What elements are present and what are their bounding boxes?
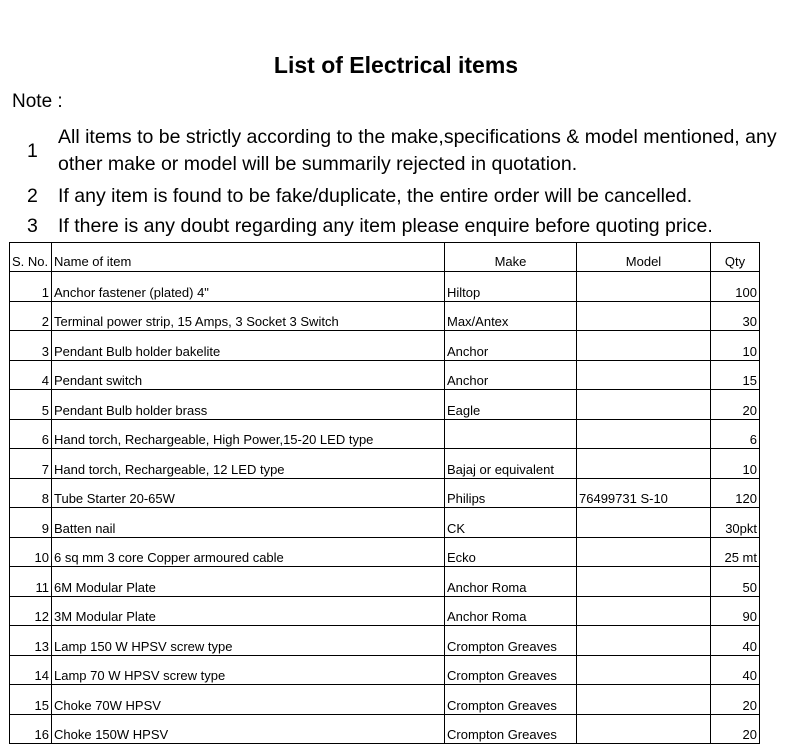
- cell-sno: 11: [10, 567, 52, 597]
- cell-sno: 7: [10, 449, 52, 479]
- cell-sno: 13: [10, 626, 52, 656]
- cell-make: Crompton Greaves: [445, 685, 577, 715]
- cell-qty: 120: [711, 478, 760, 508]
- cell-qty: 40: [711, 626, 760, 656]
- cell-sno: 6: [10, 419, 52, 449]
- note-text: If any item is found to be fake/duplicate, the entire order will be cancelled.: [58, 185, 693, 207]
- note-text: If there is any doubt regarding any item please enquire before quoting price.: [58, 215, 713, 237]
- table-row: [10, 508, 760, 538]
- cell-model: [577, 655, 711, 685]
- table-row: [10, 272, 760, 302]
- cell-sno: 15: [10, 685, 52, 715]
- table-row: [10, 390, 760, 420]
- cell-model: [577, 626, 711, 656]
- cell-name: Pendant Bulb holder brass: [52, 390, 445, 420]
- header-model: Model: [577, 243, 711, 272]
- cell-qty: 25 mt: [711, 537, 760, 567]
- cell-name: Lamp 150 W HPSV screw type: [52, 626, 445, 656]
- cell-model: [577, 508, 711, 538]
- cell-sno: 14: [10, 655, 52, 685]
- cell-name: Anchor fastener (plated) 4": [52, 272, 445, 302]
- cell-name: Tube Starter 20-65W: [52, 478, 445, 508]
- cell-qty: 50: [711, 567, 760, 597]
- cell-qty: 20: [711, 685, 760, 715]
- table-row: [10, 331, 760, 361]
- cell-model: [577, 567, 711, 597]
- cell-name: Choke 70W HPSV: [52, 685, 445, 715]
- cell-model: [577, 449, 711, 479]
- table-row: [10, 655, 760, 685]
- table-row: [10, 626, 760, 656]
- cell-qty: 10: [711, 449, 760, 479]
- cell-name: Pendant Bulb holder bakelite: [52, 331, 445, 361]
- cell-model: [577, 301, 711, 331]
- table-row: [10, 478, 760, 508]
- table-row: [10, 567, 760, 597]
- cell-sno: 12: [10, 596, 52, 626]
- cell-name: Pendant switch: [52, 360, 445, 390]
- note-label: Note :: [12, 91, 63, 112]
- cell-make: Hiltop: [445, 272, 577, 302]
- cell-qty: 30: [711, 301, 760, 331]
- cell-make: Anchor Roma: [445, 596, 577, 626]
- cell-make: Crompton Greaves: [445, 714, 577, 744]
- table-row: [10, 714, 760, 744]
- cell-make: Anchor: [445, 331, 577, 361]
- cell-name: Hand torch, Rechargeable, High Power,15-20 LED type: [52, 419, 445, 449]
- cell-name: 3M Modular Plate: [52, 596, 445, 626]
- cell-qty: 40: [711, 655, 760, 685]
- cell-model: [577, 596, 711, 626]
- header-make: Make: [445, 243, 577, 272]
- cell-model: [577, 390, 711, 420]
- cell-model: [577, 714, 711, 744]
- cell-make: Ecko: [445, 537, 577, 567]
- cell-make: Crompton Greaves: [445, 626, 577, 656]
- document-title: List of Electrical items: [273, 52, 519, 78]
- cell-sno: 4: [10, 360, 52, 390]
- cell-name: Choke 150W HPSV: [52, 714, 445, 744]
- note-number: 1: [27, 140, 38, 162]
- cell-sno: 2: [10, 301, 52, 331]
- cell-make: Anchor Roma: [445, 567, 577, 597]
- table-header-row: [10, 243, 760, 272]
- cell-sno: 8: [10, 478, 52, 508]
- cell-qty: 90: [711, 596, 760, 626]
- cell-model: [577, 419, 711, 449]
- cell-qty: 30pkt: [711, 508, 760, 538]
- cell-qty: 10: [711, 331, 760, 361]
- items-table: [9, 242, 760, 744]
- cell-model: 76499731 S-10: [577, 478, 711, 508]
- header-qty: Qty: [711, 243, 760, 272]
- cell-model: [577, 685, 711, 715]
- table-row: [10, 449, 760, 479]
- cell-name: Batten nail: [52, 508, 445, 538]
- table-row: [10, 419, 760, 449]
- cell-make: CK: [445, 508, 577, 538]
- header-sno: S. No.: [10, 243, 52, 272]
- cell-model: [577, 272, 711, 302]
- note-number: 3: [27, 215, 38, 237]
- note-text: All items to be strictly according to the make,specifications & model mentioned, any other make or model will be summarily rejected in quotation.: [58, 126, 777, 175]
- cell-sno: 9: [10, 508, 52, 538]
- cell-name: Terminal power strip, 15 Amps, 3 Socket 3 Switch: [52, 301, 445, 331]
- cell-qty: 20: [711, 390, 760, 420]
- cell-qty: 20: [711, 714, 760, 744]
- cell-qty: 6: [711, 419, 760, 449]
- cell-name: Hand torch, Rechargeable, 12 LED type: [52, 449, 445, 479]
- cell-make: Crompton Greaves: [445, 655, 577, 685]
- cell-qty: 15: [711, 360, 760, 390]
- cell-make: [445, 419, 577, 449]
- table-row: [10, 685, 760, 715]
- cell-model: [577, 331, 711, 361]
- cell-make: Anchor: [445, 360, 577, 390]
- table-row: [10, 537, 760, 567]
- cell-name: Lamp 70 W HPSV screw type: [52, 655, 445, 685]
- cell-qty: 100: [711, 272, 760, 302]
- cell-make: Eagle: [445, 390, 577, 420]
- cell-name: 6 sq mm 3 core Copper armoured cable: [52, 537, 445, 567]
- cell-model: [577, 537, 711, 567]
- cell-sno: 5: [10, 390, 52, 420]
- cell-model: [577, 360, 711, 390]
- table-row: [10, 596, 760, 626]
- note-number: 2: [27, 185, 38, 207]
- table-row: [10, 301, 760, 331]
- cell-make: Philips: [445, 478, 577, 508]
- cell-name: 6M Modular Plate: [52, 567, 445, 597]
- header-name: Name of item: [52, 243, 445, 272]
- table-row: [10, 360, 760, 390]
- cell-sno: 3: [10, 331, 52, 361]
- cell-sno: 1: [10, 272, 52, 302]
- cell-sno: 16: [10, 714, 52, 744]
- cell-make: Max/Antex: [445, 301, 577, 331]
- cell-make: Bajaj or equivalent: [445, 449, 577, 479]
- cell-sno: 10: [10, 537, 52, 567]
